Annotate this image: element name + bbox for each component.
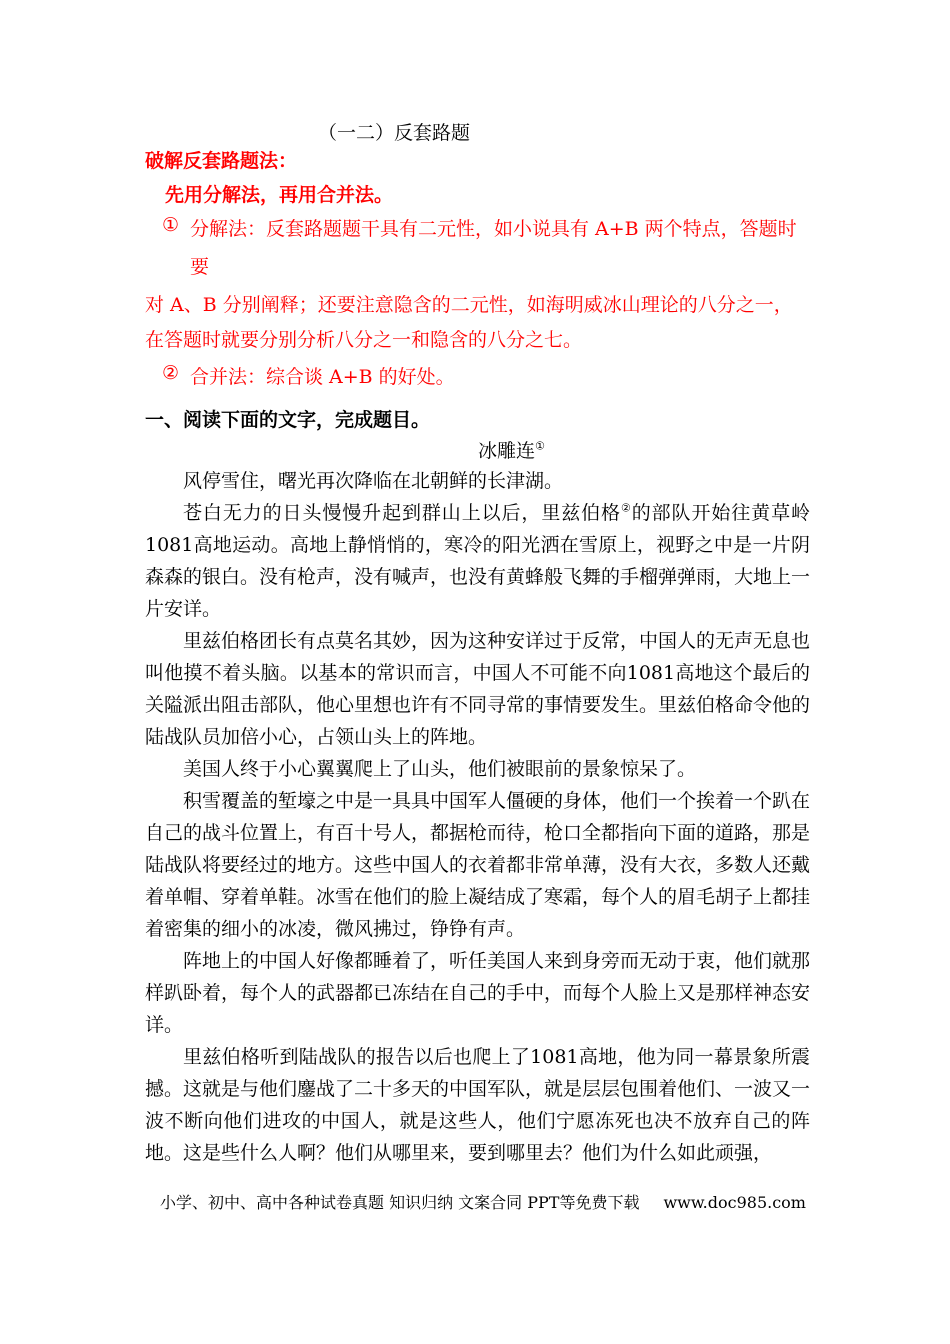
story-paragraph: 苍白无力的日头慢慢升起到群山上以后，里兹伯格②的部队开始往黄草岭1081高地运动。高地上静悄悄的，寒冷的阳光洒在雪原上，视野之中是一片阴森森的银白。没有枪声，没有喊声，也没有黄蜂般飞舞的手榴弹弹雨，大地上一片安详。 [145, 501, 811, 620]
story-paragraph: 积雪覆盖的堑壕之中是一具具中国军人僵硬的身体，他们一个挨着一个趴在自己的战斗位置上，有百十号人，都据枪而待，枪口全都指向下面的道路，那是陆战队将要经过的地方。这些中国人的衣着都非常单薄，没有大衣，多数人还戴着单帽、穿着单鞋。冰雪在他们的脸上凝结成了寒霜，每个人的眉毛胡子上都挂着密集的细小的冰凌，微风拂过，铮铮有声。 [145, 790, 811, 940]
method-item-1-continuation: 对 A、B 分别阐释；还要注意隐含的二元性，如海明威冰山理论的八分之一， [145, 294, 793, 316]
page-footer [160, 1190, 806, 1213]
method-heading: 破解反套路题法： [145, 150, 298, 172]
story-paragraph: 里兹伯格团长有点莫名其妙，因为这种安详过于反常，中国人的无声无息也叫他摸不着头脑。以基本的常识而言，中国人不可能不向1081高地这个最后的关隘派出阻击部队，他心里想也许有不同寻常的事情要发生。里兹伯格命令他的陆战队员加倍小心，占领山头上的阵地。 [145, 630, 811, 748]
method-item-1-marker: ① [162, 214, 180, 236]
story-paragraph: 风停雪住，曙光再次降临在北朝鲜的长津湖。 [183, 470, 564, 492]
footnote-marker: ① [535, 439, 545, 453]
method-item-1-continuation-2: 在答题时就要分别分析八分之一和隐含的八分之七。 [145, 329, 583, 351]
method-subheading: 先用分解法，再用合并法。 [165, 184, 394, 206]
story-paragraph: 美国人终于小心翼翼爬上了山头，他们被眼前的景象惊呆了。 [183, 758, 697, 780]
method-item-1-text: 分解法：反套路题题干具有二元性，如小说具有 A+B 两个特点，答题时 [190, 218, 797, 240]
method-item-2-marker: ② [162, 362, 180, 384]
story-paragraph: 阵地上的中国人好像都睡着了，听任美国人来到身旁而无动于衷，他们就那样趴卧着，每个人的武器都已冻结在自己的手中，而每个人脸上又是那样神态安详。 [145, 950, 811, 1036]
story-body [145, 465, 810, 1169]
method-item-2-text: 合并法：综合谈 A+B 的好处。 [190, 366, 455, 388]
footnote-marker: ② [620, 501, 632, 515]
section-title: （一二）反套路题 [318, 122, 471, 144]
method-item-1-wrap: 要 [190, 256, 210, 278]
story-paragraph: 里兹伯格听到陆战队的报告以后也爬上了1081高地，他为同一幕景象所震撼。这就是与他们鏖战了二十多天的中国军队，就是层层包围着他们、一波又一波不断向他们进攻的中国人，就是这些人，他们宁愿冻死也决不放弃自己的阵地。这是些什么人啊？他们从哪里来，要到哪里去？他们为什么如此顽强， [145, 1046, 811, 1164]
footer-url[interactable]: www.doc985.com [663, 1193, 806, 1212]
question-heading: 一、阅读下面的文字，完成题目。 [145, 409, 431, 431]
story-title: 冰雕连① [478, 439, 545, 462]
footer-text: 小学、初中、高中各种试卷真题 知识归纳 文案合同 PPT等免费下载 [160, 1193, 640, 1212]
